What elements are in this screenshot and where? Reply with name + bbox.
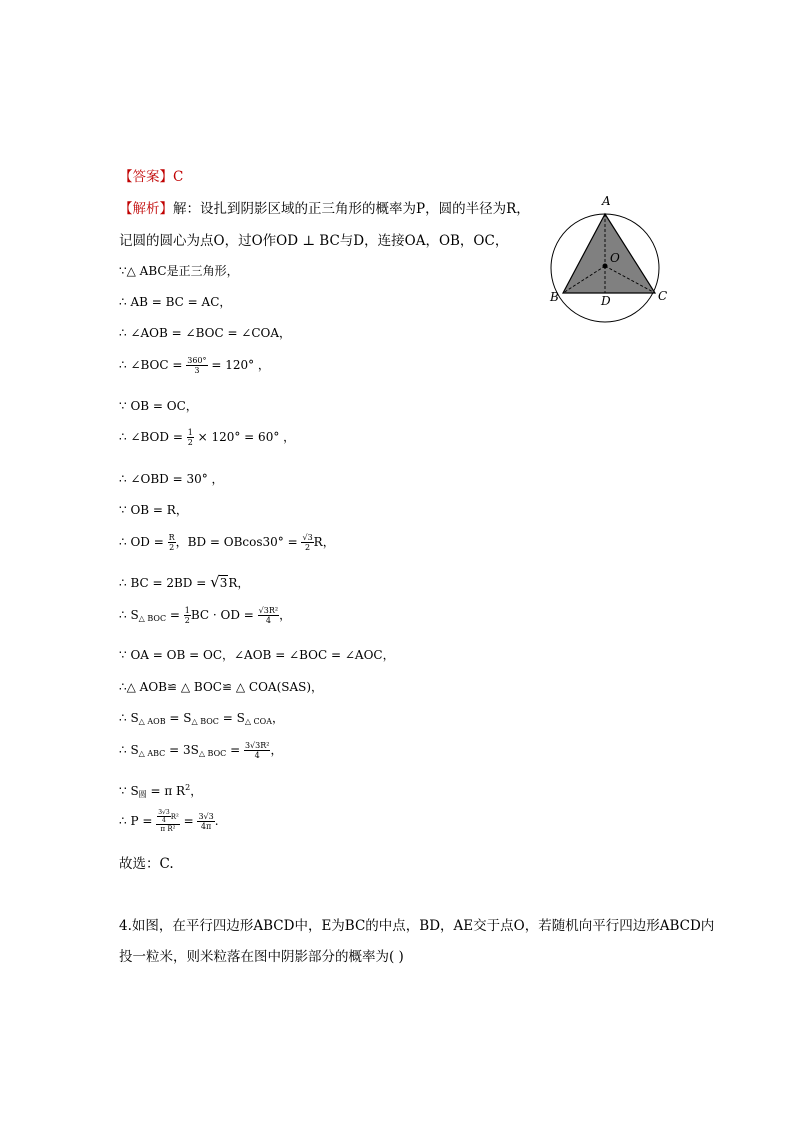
answer-bracket: 【答案】 bbox=[119, 169, 173, 185]
fraction: $\frac{1}{2}$ bbox=[184, 605, 190, 625]
analysis-intro-1: 解：设扎到阴影区域的正三角形的概率为P，圆的半径为R， bbox=[173, 201, 530, 217]
fraction: $\frac{√3}{2}$ bbox=[302, 532, 313, 552]
label-d: D bbox=[601, 294, 611, 308]
step-3: ∴ ∠AOB = ∠BOC = ∠COA， bbox=[119, 326, 292, 340]
triangle-in-circle-figure bbox=[545, 188, 685, 328]
step-4: ∴ ∠BOC = $\frac{360^\circ}{3}$ = 120° ， bbox=[119, 355, 270, 375]
fraction: $\frac{\text{3√3R²}}{4}$ bbox=[244, 740, 270, 760]
answer-line bbox=[119, 165, 183, 185]
step-11: ∴ $S_{\triangle BOC}$ = $\frac{1}{2}$ BC · OD = $\frac{\text{√3R²}}{4}$ ， bbox=[119, 605, 292, 625]
step-17: ∴ P = $\frac{3√3}{4}$ R² π R² = $\frac{3√3}{4\pi}$ . bbox=[119, 809, 219, 833]
label-b: B bbox=[550, 290, 559, 304]
step-9: ∴ OD = $\frac{R}{2}$ ，BD = OBcos30° = $\frac{√3}{2}$ R， bbox=[119, 532, 335, 552]
step-10: ∴ BC = 2BD = √3R， bbox=[119, 573, 250, 591]
question-line-1: 4.如图，在平行四边形ABCD中，E为BC的中点，BD，AE交于点O，若随机向平行四边形ABCD内 bbox=[119, 918, 715, 934]
step-2: ∴ AB = BC = AC， bbox=[119, 295, 232, 309]
step-16: ∵ $S_圆 = \pi$ $R^2$， bbox=[119, 783, 203, 799]
step-12: ∵ OA = OB = OC，∠AOB = ∠BOC = ∠AOC， bbox=[119, 648, 395, 662]
question-line-2: 投一粒米，则米粒落在图中阴影部分的概率为( ) bbox=[119, 949, 404, 965]
compound-fraction: $\frac{3√3}{4}$ R² π R² bbox=[158, 809, 179, 833]
step-14: ∴ $S_{\triangle AOB} = S_{\triangle BOC} = S_{\triangle COA}$， bbox=[119, 711, 284, 726]
fraction: $\frac{\text{√3R²}}{4}$ bbox=[258, 605, 279, 625]
fraction: $\frac{360^\circ}{3}$ bbox=[187, 355, 207, 375]
fraction: $\frac{R}{2}$ bbox=[168, 532, 175, 552]
equilateral-triangle bbox=[563, 214, 655, 293]
analysis-line-2: 记圆的圆心为点O，过O作OD ⊥ BC与D，连接OA，OB，OC， bbox=[119, 233, 509, 249]
step-1: ∵△ ABC是正三角形， bbox=[119, 264, 239, 278]
center-point bbox=[603, 264, 608, 269]
fraction: $\frac{3√3}{4\pi}$ bbox=[198, 811, 214, 831]
step-8: ∵ OB = R， bbox=[119, 503, 188, 517]
analysis-bracket: 【解析】 bbox=[119, 201, 173, 217]
step-13: ∴△ AOB≌ △ BOC≌ △ COA(SAS)， bbox=[119, 680, 324, 694]
label-c: C bbox=[658, 289, 668, 303]
fraction: $\frac{1}{2}$ bbox=[187, 427, 193, 447]
analysis-line-1 bbox=[119, 197, 530, 217]
label-a: A bbox=[602, 194, 611, 208]
conclusion: 故选：C. bbox=[119, 856, 174, 872]
label-o: O bbox=[610, 251, 620, 265]
step-15: ∴ $S_{\triangle ABC} = 3S_{\triangle BOC}$ = $\frac{\text{3√3R²}}{4}$ ， bbox=[119, 740, 283, 760]
answer-value: C bbox=[173, 169, 184, 185]
step-7: ∴ ∠OBD = 30° ， bbox=[119, 472, 224, 486]
step-5: ∵ OB = OC， bbox=[119, 399, 198, 413]
step-6: ∴ ∠BOD = $\frac{1}{2}$ × 120° = 60° ， bbox=[119, 427, 296, 447]
